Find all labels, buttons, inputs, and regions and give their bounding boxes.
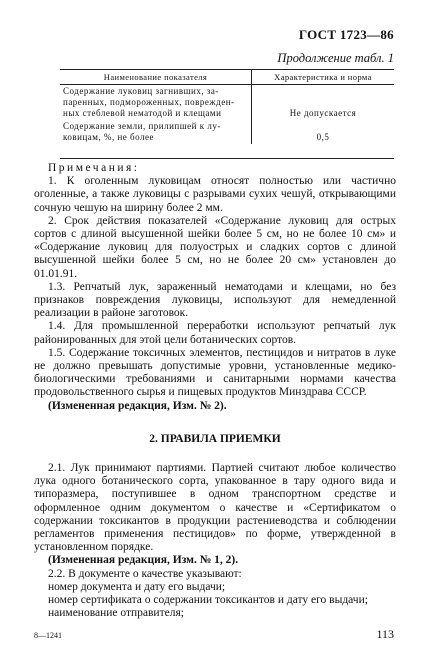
- amendment-note: (Измененная редакция, Изм. № 2).: [48, 399, 227, 412]
- table-cell-indicator: [60, 85, 252, 121]
- table-header-norm: Характеристика и норма: [252, 70, 395, 85]
- norms-table: [60, 69, 394, 144]
- indicator-line: Содержание луковиц загнивших, за-: [63, 86, 219, 96]
- page-number: 113: [376, 627, 394, 641]
- amendment-note: (Измененная редакция, Изм. № 1, 2).: [48, 554, 239, 567]
- table-header-indicator: Наименование показателя: [60, 70, 252, 85]
- norm-value: Не допускается: [289, 108, 357, 118]
- indicator-line: Содержание земли, прилипшей к лу-: [63, 121, 221, 131]
- indicator-line: ковицам, %, не более: [63, 132, 154, 142]
- table-continuation-label: Продолжение табл. 1: [277, 51, 394, 65]
- indicator-line: паренных, подмороженных, поврежден-: [63, 97, 235, 107]
- table-row: [60, 85, 394, 121]
- table-cell-norm: [252, 85, 395, 121]
- table-bottom-rule: [60, 158, 394, 159]
- note-1: 1. К оголенным луковицам относят полностью или частично оголенные, а также луковицы с разрывами сухих чешуй, открывающими сочную чешую на ширину более 2 мм.: [34, 175, 396, 214]
- section-title: 2. ПРАВИЛА ПРИЕМКИ: [149, 432, 281, 445]
- print-code: 8—1241: [34, 631, 62, 640]
- paragraph-1-3: 1.3. Репчатый лук, зараженный нематодами и клещами, но без признаков повреждения луковицы, используют для немедленной реализации в районе заготовок.: [34, 280, 396, 320]
- list-item: наименование отправителя;: [48, 607, 184, 620]
- list-item: номер сертификата о содержании токсикантов и дату его выдачи;: [48, 594, 368, 607]
- paragraph-2-1: 2.1. Лук принимают партиями. Партией считают любое количество лука одного ботанического сорта, упакованное в тару одного вида и типоразмера, поступившее в одном транспортном средстве и оформленное одним документом о качестве и «Сертификатом о содержании токсикантов в продукции растениеводства и соблюдении регламентов применения пестицидов» по форме, утвержденной в установленном порядке.: [34, 462, 396, 554]
- paragraph-2-2: 2.2. В документе о качестве указывают:: [48, 567, 242, 580]
- list-item: номер документа и дату его выдачи;: [48, 580, 226, 593]
- table-row: [60, 120, 394, 144]
- table-cell-indicator: [60, 120, 252, 144]
- norm-value: 0,5: [316, 132, 330, 142]
- note-2: 2. Срок действия показателей «Содержание луковиц для острых сортов с длиной высушенной шейки более 5 см, но не более 10 см» и «Содержание луковиц для полуострых и сладких сортов с длиной высушенной шейки более 5 см, но не более 20 см» установлен до 01.01.91.: [34, 214, 396, 280]
- notes-title: Примечания:: [48, 162, 140, 174]
- paragraph-1-4: 1.4. Для промышленной переработки используют репчатый лук районированных для этой цели ботанических сортов.: [34, 320, 396, 346]
- paragraph-1-5: 1.5. Содержание токсичных элементов, пестицидов и нитратов в луке не должно превышать допустимые уровни, установленные медико-биологическими требованиями и санитарными нормами качества продовольственного сырья и пищевых продуктов Минздрава СССР.: [34, 346, 396, 399]
- document-body: [34, 162, 396, 621]
- indicator-line: ных стеблевой нематодой и клещами: [63, 108, 222, 118]
- standard-number: ГОСТ 1723—86: [298, 27, 394, 42]
- table-cell-norm: [252, 120, 395, 144]
